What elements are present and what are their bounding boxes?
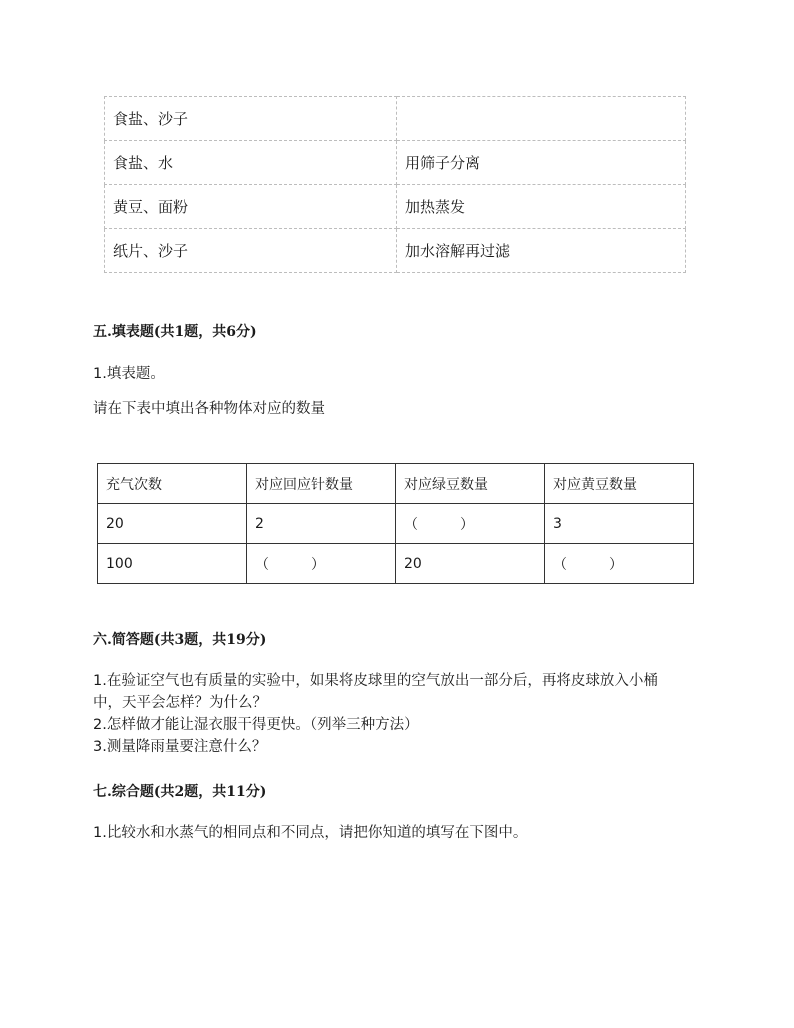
table-cell: 2 [247, 504, 396, 544]
table-row [98, 504, 694, 544]
section-heading-7: 七.综合题(共2题，共11分) [93, 784, 267, 800]
table-cell: 用筛子分离 [397, 141, 686, 185]
column-header: 充气次数 [98, 464, 247, 504]
column-header: 对应黄豆数量 [545, 464, 694, 504]
column-header: 对应回应针数量 [247, 464, 396, 504]
question-text: 2.怎样做才能让湿衣服干得更快。（列举三种方法） [93, 717, 419, 733]
table-cell: （ ） [545, 544, 694, 584]
section-heading-6: 六.简答题(共3题，共19分) [93, 632, 267, 648]
table-header-row [98, 464, 694, 504]
table-cell: 100 [98, 544, 247, 584]
table-cell: 食盐、沙子 [105, 97, 397, 141]
table-cell: 加热蒸发 [397, 185, 686, 229]
question-text: 3.测量降雨量要注意什么？ [93, 739, 267, 755]
quantity-table [97, 463, 694, 584]
instruction-text: 请在下表中填出各种物体对应的数量 [93, 401, 325, 417]
table-cell: （ ） [247, 544, 396, 584]
question-text: 中，天平会怎样？为什么？ [93, 695, 267, 711]
table-cell: 纸片、沙子 [105, 229, 397, 273]
table-cell: 20 [98, 504, 247, 544]
table-cell: 加水溶解再过滤 [397, 229, 686, 273]
table-row [105, 141, 686, 185]
table-row [105, 97, 686, 141]
table-cell: 20 [396, 544, 545, 584]
table-cell [397, 97, 686, 141]
table-cell: 3 [545, 504, 694, 544]
table-row [98, 544, 694, 584]
table-row [105, 229, 686, 273]
table-cell: 食盐、水 [105, 141, 397, 185]
question-text: 1.在验证空气也有质量的实验中，如果将皮球里的空气放出一部分后，再将皮球放入小桶 [93, 673, 658, 689]
table-cell: （ ） [396, 504, 545, 544]
table-cell: 黄豆、面粉 [105, 185, 397, 229]
section-heading-5: 五.填表题(共1题，共6分) [93, 324, 257, 340]
table-row [105, 185, 686, 229]
separation-methods-table [104, 96, 686, 273]
question-text: 1.填表题。 [93, 366, 165, 382]
question-text: 1.比较水和水蒸气的相同点和不同点，请把你知道的填写在下图中。 [93, 825, 528, 841]
column-header: 对应绿豆数量 [396, 464, 545, 504]
